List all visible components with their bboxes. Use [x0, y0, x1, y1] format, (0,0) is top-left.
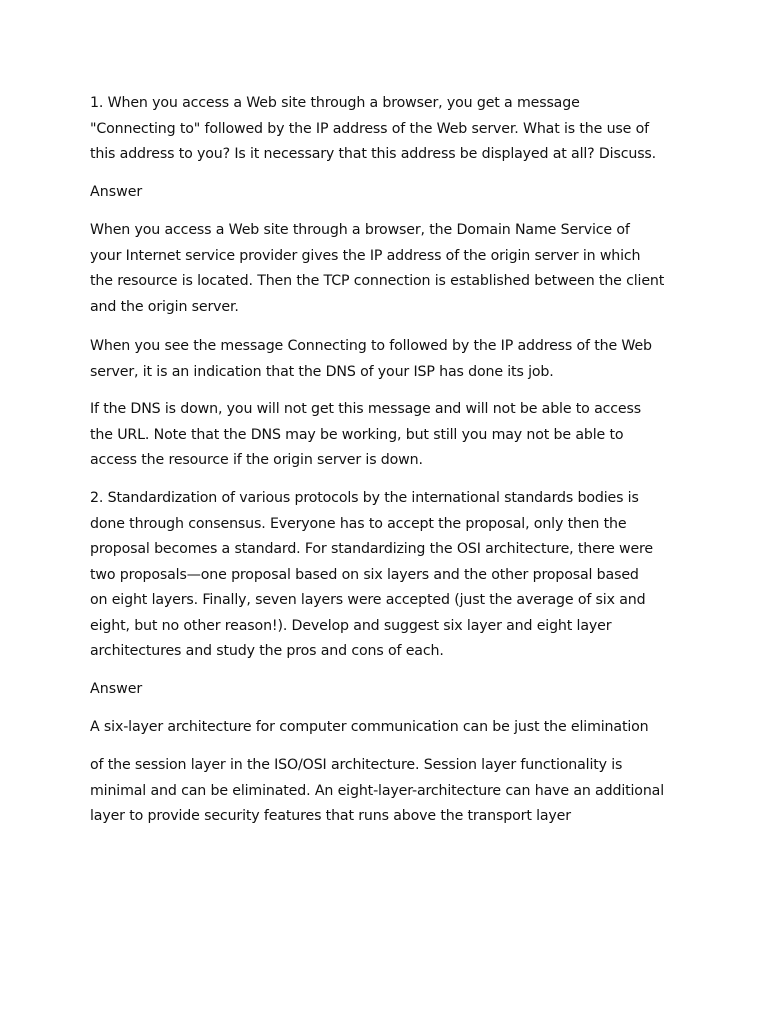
answer-1-paragraph-1: When you access a Web site through a browser, the Domain Name Service of your Internet service provider gives the IP address of the origin server in which the resource is located. Then the TCP connection is established between the client and the origin server.	[90, 222, 665, 315]
answer-2-paragraph-2: of the session layer in the ISO/OSI architecture. Session layer functionality is minimal and can be eliminated. An eight-layer-architecture can have an additional layer to provide security features that runs above the transport layer	[90, 757, 665, 824]
question-1: 1. When you access a Web site through a browser, you get a message "Connecting to" followed by the IP address of the Web server. What is the use of this address to you? Is it necessary that this address be displayed at all? Discuss.	[90, 95, 657, 162]
answer-label-1: Answer	[90, 184, 143, 200]
answer-1-paragraph-3: If the DNS is down, you will not get this message and will not be able to access the URL. Note that the DNS may be working, but still you may not be able to access the resource if the origin server is down.	[90, 401, 641, 468]
answer-1-paragraph-2: When you see the message Connecting to followed by the IP address of the Web server, it is an indication that the DNS of your ISP has done its job.	[90, 338, 652, 380]
answer-label-2: Answer	[90, 681, 143, 697]
answer-2-paragraph-1: A six-layer architecture for computer communication can be just the elimination	[90, 719, 649, 735]
question-2: 2. Standardization of various protocols by the international standards bodies is done through consensus. Everyone has to accept the proposal, only then the proposal becomes a standard. For standardizing the OSI architecture, there were two proposals—one proposal based on six layers and the other proposal based on eight layers. Finally, seven layers were accepted (just the average of six and eight, but no other reason!). Develop and suggest six layer and eight layer architectures and study the pros and cons of each.	[90, 490, 653, 659]
